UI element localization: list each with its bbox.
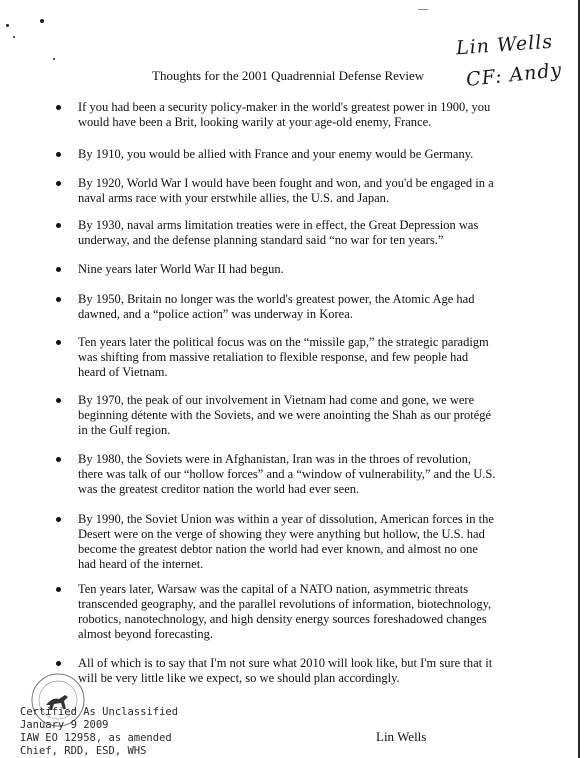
bullet-text: If you had been a security policy-maker in the world's greatest power in 1900, you would have been a Brit, looking warily at your age-old enemy, France. (78, 100, 491, 129)
declassification-stamp (20, 706, 178, 758)
bullet-icon (56, 181, 61, 186)
bullet-icon (56, 223, 61, 228)
bullet-icon (56, 105, 61, 110)
bullet-icon (56, 340, 61, 345)
signature: Lin Wells (376, 729, 427, 744)
list-item (56, 393, 496, 438)
list-item (56, 656, 496, 686)
page-title: Thoughts for the 2001 Quadrennial Defense Review (152, 68, 425, 83)
scan-mark (418, 9, 428, 10)
list-item (56, 512, 496, 572)
list-item (56, 292, 496, 322)
bullet-text: By 1950, Britain no longer was the world's greatest power, the Atomic Age had dawned, and a “police action” was underway in Korea. (78, 292, 475, 321)
bullet-text: Ten years later the political focus was on the “missile gap,” the strategic paradigm was shifting from massive retaliation to flexible response, and few people had heard of Vietnam. (78, 335, 489, 379)
bullet-text: By 1990, the Soviet Union was within a year of dissolution, American forces in the Desert were on the verge of showing they were anything but hollow, the U.S. had become the greatest debtor nation the world had ever known, and almost no one had heard of the internet. (78, 512, 494, 571)
bullet-text: By 1910, you would be allied with France and your enemy would be Germany. (78, 147, 474, 161)
list-item (56, 452, 496, 497)
list-item (56, 218, 496, 248)
list-item (56, 147, 496, 162)
scan-speck (53, 58, 55, 60)
scan-speck (40, 19, 44, 23)
list-item (56, 262, 496, 277)
stamp-line: Chief, RDD, ESD, WHS (20, 745, 147, 757)
scan-speck (6, 24, 9, 27)
bullet-icon (56, 267, 61, 272)
bullet-icon (56, 398, 61, 403)
bullet-icon (56, 587, 61, 592)
handwritten-cc: CF: Andy (465, 59, 564, 91)
handwritten-name: Lin Wells (455, 30, 554, 60)
bullet-text: By 1920, World War I would have been fought and won, and you'd be engaged in a naval arms race with your erstwhile allies, the U.S. and Japan. (78, 176, 494, 205)
bullet-text: By 1970, the peak of our involvement in Vietnam had come and gone, we were beginning détente with the Soviets, and we were anointing the Shah as our protégé in the Gulf region. (78, 393, 492, 437)
bullet-icon (56, 457, 61, 462)
stamp-line: IAW EO 12958, as amended (20, 732, 172, 744)
list-item (56, 176, 496, 206)
scan-edge (578, 0, 580, 758)
stamp-line: January 9 2009 (20, 719, 109, 731)
bullet-text: All of which is to say that I'm not sure what 2010 will look like, but I'm sure that it will be very little like we expect, so we should plan accordingly. (78, 656, 493, 685)
bullet-text: By 1930, naval arms limitation treaties were in effect, the Great Depression was underway, and the defense planning standard said “no war for ten years.” (78, 218, 479, 247)
list-item (56, 582, 496, 642)
bullet-text: Nine years later World War II had begun. (78, 262, 284, 276)
bullet-text: By 1980, the Soviets were in Afghanistan, Iran was in the throes of revolution, there was talk of our “hollow forces” and a “window of vulnerability,” and the U.S. was the greatest creditor nation the world had ever seen. (78, 452, 496, 496)
bullet-icon (56, 152, 61, 157)
bullet-icon (56, 517, 61, 522)
bullet-icon (56, 297, 61, 302)
bullet-icon (56, 661, 61, 666)
list-item (56, 100, 496, 130)
list-item (56, 335, 496, 380)
stamp-line: Certified As Unclassified (20, 706, 179, 718)
bullet-text: Ten years later, Warsaw was the capital of a NATO nation, asymmetric threats transcended geography, and the parallel revolutions of information, biotechnology, robotics, nanotechnology, and high density energy sources foreshadowed changes almost beyond forecasting. (78, 582, 492, 641)
scan-speck (13, 36, 15, 38)
